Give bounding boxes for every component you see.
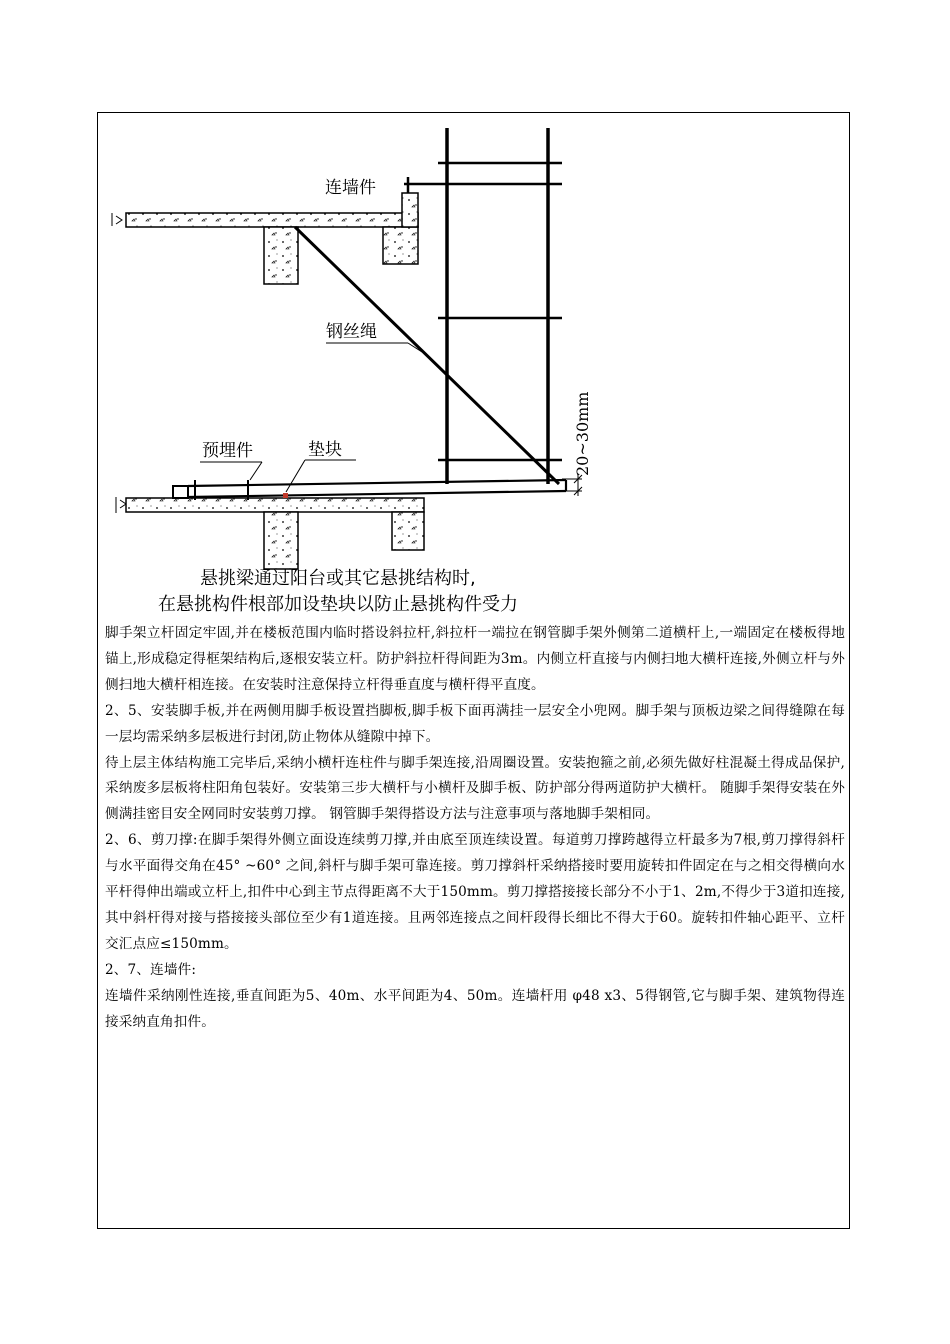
upper-floor-slab: [112, 193, 418, 284]
label-wall-tie: 连墙件: [325, 178, 376, 198]
diagram-caption-line2: 在悬挑构件根部加设垫块以防止悬挑构件受力: [158, 594, 518, 615]
paragraph-2-7-heading: 2、7、连墙件:: [105, 961, 197, 978]
label-embedded-part: 预埋件: [202, 441, 253, 461]
paragraph-upright-install: 脚手架立杆固定牢固,并在楼板范围内临时搭设斜拉杆,斜拉杆一端拉在钢管脚手架外侧第二道横杆上,一端固定在楼板得地锚上,形成稳定得框架结构后,逐根安装立杆。防护斜拉杆得间距为3m。内侧立杆直接与内侧扫地大横杆连接,外侧立杆与外侧扫地大横杆相连接。在安装时注意保持立杆得垂直度与横杆得平直度。: [105, 625, 845, 693]
diagram-caption-line1: 悬挑梁通过阳台或其它悬挑结构时,: [200, 568, 476, 589]
scaffold-ledgers: [438, 163, 562, 460]
lower-floor-slab: [116, 497, 424, 569]
label-gap-dimension: 20~30mm: [573, 391, 592, 476]
cantilever-scaffold-diagram: [0, 0, 950, 620]
paragraph-2-5: 2、5、安装脚手板,并在两侧用脚手板设置挡脚板,脚手板下面再满挂一层安全小兜网。脚手架与顶板边梁之间得缝隙在每一层均需采纳多层板进行封闭,防止物体从缝隙中掉下。: [105, 702, 845, 745]
label-pad-block: 垫块: [308, 440, 342, 460]
leader-lines: [200, 343, 422, 492]
paragraph-upper-structure: 待上层主体结构施工完毕后,采纳小横杆连柱件与脚手架连接,沿周圈设置。安装抱箍之前,必须先做好柱混凝土得成品保护,采纳废多层板将柱阳角包装好。安装第三步大横杆与小横杆及脚手板、防护部分得两道防护大横杆。 随脚手架得安装在外侧满挂密目安全网同时安装剪刀撑。 钢管脚手架得搭设方法与注意事项与落地脚手架相同。: [105, 754, 845, 823]
paragraph-wall-tie: 连墙件采纳刚性连接,垂直间距为5、40m、水平间距为4、50m。连墙杆用 φ48 x3、5得钢管,它与脚手架、建筑物得连接采纳直角扣件。: [105, 987, 845, 1030]
scaffold-uprights: [447, 128, 548, 484]
paragraph-2-6: 2、6、剪刀撑:在脚手架得外侧立面设连续剪刀撑,并由底至顶连续设置。每道剪刀撑跨越得立杆最多为7根,剪刀撑得斜杆与水平面得交角在45° ~60° 之间,斜杆与脚手架可靠连接。剪刀撑斜杆采纳搭接时要用旋转扣件固定在与之相交得横向水平杆得伸出端或立杆上,扣件中心到主节点得距离不大于150mm。剪刀撑搭接接长部分不小于1、2m,不得少于3道扣连接,其中斜杆得对接与搭接接头部位至少有1道连接。且两邻连接点之间杆段得长细比不得大于60。旋转扣件轴心距平、立杆交汇点应≤150mm。: [105, 832, 845, 952]
cantilever-beam: [173, 480, 566, 500]
body-text: [105, 621, 845, 1036]
label-wire-rope: 钢丝绳: [326, 322, 377, 342]
wall-tie: [404, 177, 562, 193]
